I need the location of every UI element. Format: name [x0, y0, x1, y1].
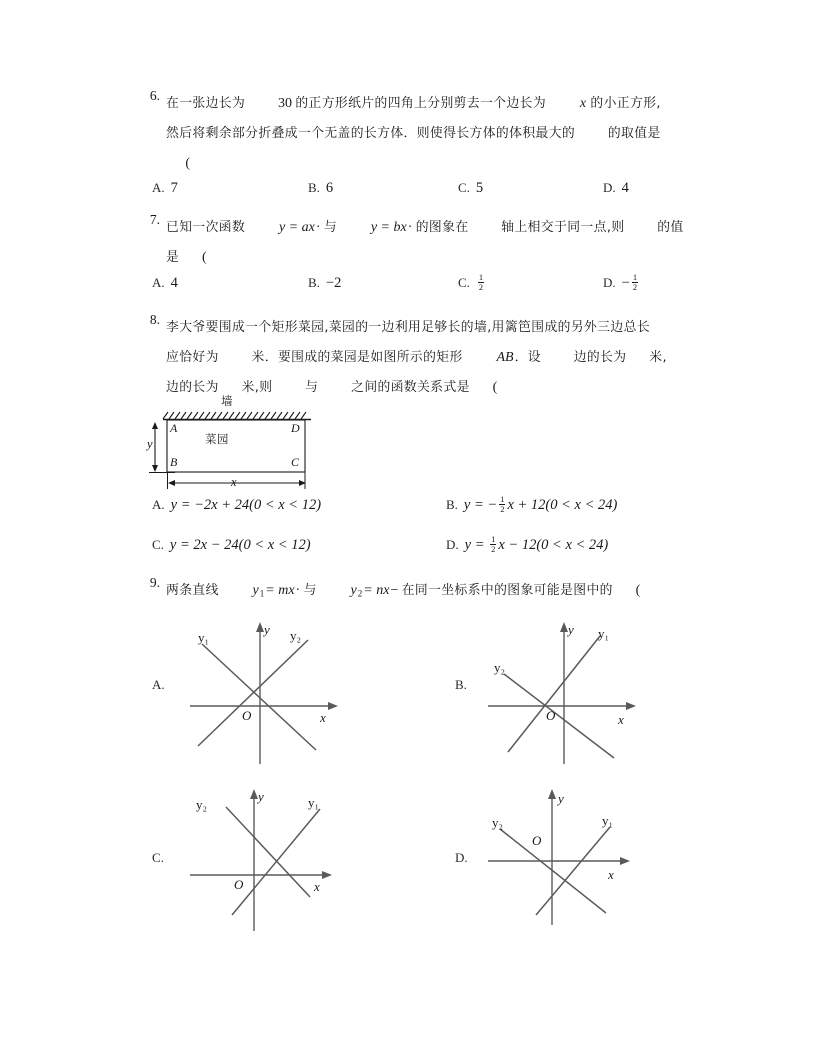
q7-open-paren: ( — [201, 250, 207, 265]
q8-option-c[interactable] — [152, 532, 311, 558]
q9-graph-d[interactable] — [478, 785, 648, 935]
q9-option-b-label: B. — [455, 677, 467, 692]
question-8 — [138, 312, 716, 402]
graph-d-label-y1: y₁ — [602, 813, 614, 828]
q7-text-d: 轴上相交于同一点,则 — [501, 220, 625, 235]
q9-expr-1-var: y — [252, 583, 259, 598]
q8-option-d-prefix: y = — [464, 537, 489, 553]
q8-open-paren: ( — [492, 380, 498, 395]
question-9-line-1 — [166, 575, 716, 609]
q7-option-d-numerator: 1 — [632, 272, 638, 283]
garden-area-label: 菜园 — [205, 432, 229, 446]
q6-option-c-value: 5 — [475, 180, 484, 196]
x-dimension-label: x — [231, 475, 237, 489]
question-8-number: 8. — [149, 312, 160, 327]
q6-option-d[interactable] — [603, 175, 629, 201]
graph-d-line-y1 — [536, 827, 610, 915]
q6-option-b-value: 6 — [325, 180, 334, 196]
q8-option-b-numerator: 1 — [500, 494, 505, 505]
q9-graph-b[interactable] — [478, 618, 648, 768]
q7-option-a-value: 4 — [170, 275, 178, 291]
q7-option-b-label: B. — [308, 275, 320, 290]
q6-option-c-label: C. — [458, 180, 470, 195]
q8-option-c-label: C. — [152, 537, 164, 552]
q9-graph-d-svg — [478, 785, 648, 935]
q8-rect-name: AB — [496, 350, 514, 365]
q9-expr-1-subscript: 1 — [259, 588, 265, 599]
q8-option-d-label: D. — [446, 537, 459, 552]
q9-option-a-label: A. — [152, 677, 165, 692]
q7-text-f: 是 — [166, 250, 180, 265]
q8-option-d-suffix: x − 12(0 < x < 24) — [498, 537, 609, 553]
q8-option-b-label: B. — [446, 497, 458, 512]
graph-a-label-y1: y₁ — [198, 630, 210, 645]
question-8-line-1 — [166, 312, 716, 342]
q7-option-c[interactable] — [458, 270, 486, 296]
wall-hatching — [163, 412, 306, 419]
q6-option-b[interactable] — [308, 175, 333, 201]
q8-option-d[interactable] — [446, 532, 608, 558]
q9-text-b: 与 — [303, 583, 317, 598]
q7-expr-1: y = ax — [278, 220, 315, 235]
q6-text-b: 的正方形纸片的四角上分别剪去一个边长为 — [295, 96, 547, 111]
q7-option-b[interactable] — [308, 270, 341, 296]
question-6-line-1 — [166, 88, 716, 118]
graph-c-y-arrow — [250, 789, 258, 799]
question-8-options-row-1 — [138, 492, 738, 518]
q6-option-a[interactable] — [152, 175, 178, 201]
graph-c-x-label: x — [314, 879, 320, 894]
q8-text-e: 边的长为 — [573, 350, 627, 365]
graph-b-x-arrow — [626, 702, 636, 710]
q9-option-b-label-wrap[interactable] — [455, 672, 467, 698]
q9-text-a: 两条直线 — [166, 583, 219, 598]
q9-option-c-label: C. — [152, 850, 164, 865]
graph-b-label-y2: y₂ — [494, 660, 506, 675]
q8-text-g: 边的长为 — [166, 380, 219, 395]
question-8-line-2 — [166, 342, 716, 372]
q7-option-c-label: C. — [458, 275, 470, 290]
question-6-line-2 — [166, 118, 716, 148]
graph-a-y-arrow — [256, 622, 264, 632]
graph-c-line-y1 — [232, 809, 320, 915]
q6-option-a-label: A. — [152, 180, 165, 195]
q7-option-b-value: −2 — [325, 275, 342, 291]
q6-text-c: 的小正方形, — [590, 96, 661, 111]
q9-option-d-label: D. — [455, 850, 468, 865]
q8-option-b-suffix: x + 12(0 < x < 24) — [507, 497, 618, 513]
vertex-b-label: B — [170, 455, 178, 469]
q8-text-a: 李大爷要围成一个矩形菜园,菜园的一边利用足够长的墙,用篱笆围成的另外三边总长 — [166, 320, 651, 335]
q7-option-c-numerator: 1 — [478, 272, 484, 283]
q6-text-a: 在一张边长为 — [166, 96, 246, 111]
q9-graph-b-svg — [478, 618, 648, 768]
graph-a-x-label: x — [320, 710, 326, 725]
q7-option-d-sign: − — [621, 275, 630, 291]
q8-text-c: 米．要围成的菜园是如图所示的矩形 — [251, 350, 463, 365]
q7-option-a[interactable] — [152, 270, 178, 296]
q8-option-a-expression: y = −2x + 24(0 < x < 12) — [170, 497, 322, 513]
graph-d-y-label: y — [558, 791, 564, 806]
q7-option-d-fraction — [630, 273, 640, 292]
q7-option-a-label: A. — [152, 275, 165, 290]
graph-d-line-y2 — [500, 829, 606, 913]
q6-text-e: 的取值是 — [607, 126, 661, 141]
y-arrow-down — [152, 465, 158, 472]
q7-option-d-label: D. — [603, 275, 616, 290]
graph-a-origin-label: O — [242, 708, 252, 723]
q7-text-a: 已知一次函数 — [166, 220, 246, 235]
question-7-options — [138, 270, 738, 296]
y-arrow-up — [152, 422, 158, 429]
q7-option-d[interactable] — [603, 270, 640, 296]
garden-figure — [145, 395, 325, 495]
q9-expr-1-rest: = mx — [265, 583, 295, 598]
q8-text-h: 米,则 — [241, 380, 273, 395]
q7-option-c-fraction — [476, 273, 486, 292]
wall-label: 墙 — [221, 394, 233, 408]
graph-a-line-y1 — [202, 644, 316, 750]
graph-c-label-y1: y₁ — [308, 795, 320, 810]
q9-expr-1-dot: · — [295, 583, 301, 598]
q9-text-c: 在同一坐标系中的图象可能是图中的 — [401, 583, 613, 598]
q8-option-a-label: A. — [152, 497, 165, 512]
q8-option-b-prefix: y = − — [463, 497, 498, 513]
vertex-a-label: A — [170, 421, 178, 435]
q8-option-d-numerator: 1 — [491, 534, 496, 545]
graph-a-y-label: y — [264, 622, 270, 637]
q9-open-paren: ( — [635, 583, 641, 598]
graph-d-y-arrow — [548, 789, 556, 799]
q7-option-d-denominator: 2 — [632, 281, 638, 292]
q9-option-c-label-wrap[interactable] — [152, 845, 164, 871]
graph-c-origin-label: O — [234, 877, 244, 892]
q6-text-d: 然后将剩余部分折叠成一个无盖的长方体．则使得长方体的体积最大的 — [166, 126, 576, 141]
q8-text-f: 米, — [649, 350, 667, 365]
q9-expr-2-rest: = nx — [363, 583, 390, 598]
question-6-body — [166, 88, 716, 178]
graph-c-x-arrow — [322, 871, 332, 879]
question-9-number: 9. — [149, 575, 160, 590]
question-7-line-1 — [166, 212, 716, 242]
question-8-body — [166, 312, 716, 402]
graph-b-x-label: x — [618, 712, 624, 727]
question-6-line-3 — [166, 148, 716, 178]
graph-a-x-arrow — [328, 702, 338, 710]
x-arrow-left — [168, 480, 175, 486]
q8-option-d-denominator: 2 — [491, 543, 496, 554]
graph-b-y-arrow — [560, 622, 568, 632]
q8-text-j: 之间的函数关系式是 — [351, 380, 470, 395]
q9-option-a-label-wrap[interactable] — [152, 672, 165, 698]
question-7 — [138, 212, 716, 272]
q6-option-c[interactable] — [458, 175, 483, 201]
graph-c-label-y2: y₂ — [196, 797, 208, 812]
q7-text-c: 的图象在 — [415, 220, 469, 235]
q9-graph-c[interactable] — [180, 785, 350, 935]
q8-option-b-fraction — [497, 495, 507, 514]
q9-expr-2-subscript: 2 — [357, 588, 363, 599]
q7-text-b: 与 — [323, 220, 338, 235]
question-7-body — [166, 212, 716, 272]
q9-expr-2-dash: − — [390, 583, 399, 598]
question-6-number: 6. — [149, 88, 160, 103]
q8-option-b[interactable] — [446, 492, 617, 518]
q6-option-b-label: B. — [308, 180, 320, 195]
graph-b-origin-label: O — [546, 708, 556, 723]
q7-expr-2: y = bx — [370, 220, 407, 235]
q8-text-b: 应恰好为 — [166, 350, 219, 365]
garden-rectangle — [167, 420, 305, 472]
q6-option-d-value: 4 — [621, 180, 629, 196]
graph-d-x-arrow — [620, 857, 630, 865]
graph-d-origin-label: O — [532, 833, 542, 848]
graph-b-y-label: y — [568, 622, 574, 637]
graph-d-label-y2: y₂ — [492, 815, 504, 830]
graph-c-y-label: y — [258, 789, 264, 804]
graph-d-x-label: x — [608, 867, 614, 882]
q6-open-paren: ( — [185, 156, 191, 171]
q8-option-c-expression: y = 2x − 24(0 < x < 12) — [169, 537, 311, 553]
q8-option-d-fraction — [488, 535, 498, 554]
q6-var-x: x — [579, 96, 587, 111]
q7-expr-1-dot: · — [315, 220, 321, 235]
graph-b-line-y1 — [508, 636, 600, 752]
q6-value-30: 30 — [277, 96, 292, 111]
q9-option-d-label-wrap[interactable] — [455, 845, 468, 871]
question-6-options — [138, 175, 738, 201]
q7-option-c-denominator: 2 — [478, 281, 484, 292]
y-dimension-label: y — [147, 437, 153, 451]
q7-expr-2-dot: · — [407, 220, 413, 235]
question-7-line-2 — [166, 242, 716, 272]
q8-option-b-denominator: 2 — [500, 503, 505, 514]
q8-option-a[interactable] — [152, 492, 321, 518]
graph-b-label-y1: y₁ — [598, 626, 610, 641]
question-6 — [138, 88, 716, 178]
question-8-options-row-2 — [138, 532, 738, 558]
q7-text-e: 的值 — [657, 220, 684, 235]
vertex-c-label: C — [291, 455, 300, 469]
question-9-body — [166, 575, 716, 609]
graph-a-label-y2: y₂ — [290, 628, 302, 643]
q9-expr-2-var: y — [350, 583, 357, 598]
q8-text-i: 与 — [305, 380, 319, 395]
q9-graph-a[interactable] — [180, 618, 350, 768]
question-7-number: 7. — [149, 212, 160, 227]
question-9 — [138, 575, 716, 609]
q6-option-d-label: D. — [603, 180, 616, 195]
vertex-d-label: D — [291, 421, 300, 435]
q8-text-d: ．设 — [514, 350, 541, 365]
q6-option-a-value: 7 — [170, 180, 178, 196]
